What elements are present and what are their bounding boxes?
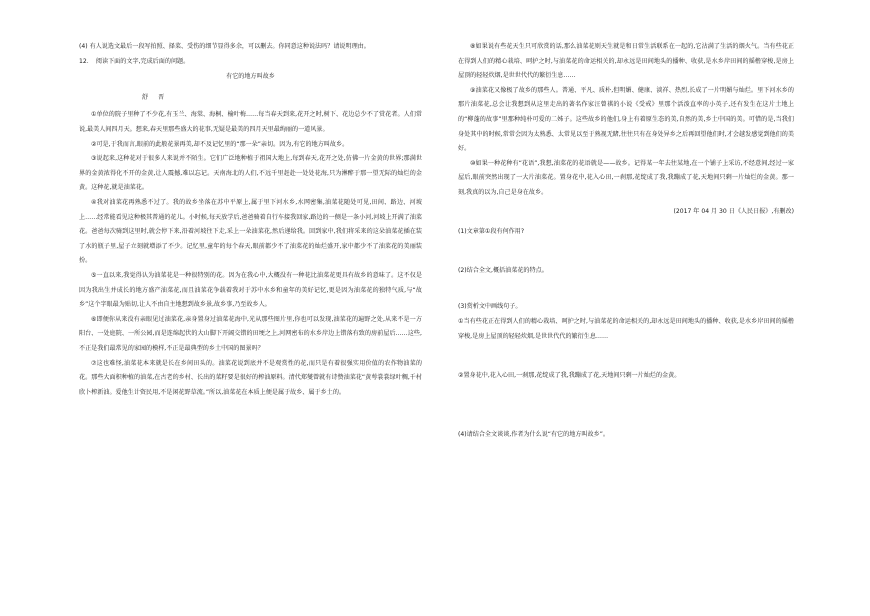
question-12-instruction: 12． 阅读下面的文字,完成后面的问题。 [79,57,190,65]
article-author: 舒 晋 [142,93,167,101]
paragraph-5: ⑤一直以来,我觉得认为油菜花是一种很特别的花。因为在我心中,大概没有一种花比油菜花更具有故乡的意味了。这不仅是因为我出生并成长的地方盛产油菜花,而且油菜花争载着我对于苏中水乡和童年的美好记忆,更是因为油菜花的独特气质,与“故乡”这个字眼最为贴切,让人不由自主地想到故乡景,故乡事,乃至故乡人。 [79,272,422,309]
sub-question-3: (3)赏析文中画线句子。 [458,303,522,311]
sub-question-4: (4)请结合全文谈谈,作者为什么说“有它的地方叫故乡”。 [458,430,609,438]
paragraph-4: ④我对油菜花再熟悉不过了。我的故乡坐落在苏中平原上,属于里下河水乡,水网密集,油菜花随处可见,田间、路边、河坡上……经常能看见这种极其普通的花儿。小时候,每天放学后,爸爸骑着自行车接我回家,路边的一侧是一条小河,河坡上开满了油菜花。爸爸每次骑到这里时,就会停下来,沿着河坡往下走,采上一朵油菜花,然后递给我。回到家中,我们将采来的这朵油菜花插在装了水的瓶子里,屋子立刻就增添了不少。记忆里,童年的每个春天,眼前都少不了油菜花的灿烂盛开,家中都少不了油菜花的美丽装扮。 [79,199,422,265]
left-column [79,40,422,400]
sub-question-3-sentence-2: ②置身花中,花入心田,一刹那,花绽成了我,我蹦成了花,天地间只剩一片灿烂的金黄。 [458,372,681,380]
paragraph-6: ⑥即便你从来没有亲眼见过油菜花,亲身置身过油菜花海中,光从那些图片里,你也可以发现,油菜花的遍野之处,从来不是一方阳台、一处庭院、一所公园,而是连绵起伏的大山脚下开阔交错的田埂之上,河网密布的水乡岸边上错落有致的房前屋后……这些,不正是我们最常见的家园的模样,不正是最典型的乡土中国的图景吗？ [79,315,422,352]
paragraph-2: ②可是,于我而言,眼前的此般花景再美,却不及记忆里的“那一朵”亲切。因为,有它的地方叫故乡。 [91,140,349,148]
article-title: 有它的地方叫故乡 [226,73,275,81]
answer-space-2 [458,278,794,300]
sub-question-2: (2)结合全文,概括油菜花的特点。 [458,266,548,274]
answer-space-3a [458,344,794,369]
sub-question-1: (1)文章第①段有何作用? [458,228,525,236]
right-column [458,40,794,442]
paragraph-1: ①单位的院子里种了不少花,有玉兰、海棠、海桐、榆叶梅……每当春天到来,花开之时,树下、花边总少不了赏花者。人们常说,最美人间四月天。想来,春天里那些盛大的花事,无疑是最美的四月天里最绚丽的一道风景。 [79,111,422,134]
previous-question-4: (4) 有人说选文最后一段写拍照、择菜、受伤的细节显得多余，可以删去。你同意这种说法吗？请说明理由。 [79,43,370,50]
answer-space-3b [458,384,794,428]
answer-space-1 [458,240,794,264]
paragraph-8: ⑧如果说有些花天生只可欣赏的话,那么油菜花则天生就是和日常生活联系在一起的,它沾满了生活的烟火气。当有些花正在得到人们的精心栽培、呵护之时,与油菜花的命运相关的,却永远是田间地头的播种、收获,是水乡岸田间的摇橹穿梭,是房上屋顶的轻轻炊烟,是世世代代的繁衍生息…… [458,43,794,80]
paragraph-3: ③说起来,这种花对于很多人来说并不陌生。它们广泛地种植于祖国大地上,每到春天,花开之处,仿佛一片金黄的世界;那满世界的金黄浓得化不开的金黄,让人震撼,难以忘记。天南海北的人们,不远千里赶赴一处处花海,只为淋醉于那一望无际的灿烂的金黄。这种花,就是油菜花。 [79,155,422,192]
article-source: (2017 年 04 月 30 日《人民日报》,有删改) [673,207,794,215]
paragraph-7: ⑦这也难怪,油菜花本来就是长在乡间田头的。油菜花说到底并不是观赏性的花,而只是有着很强实用价值的农作物油菜的花。那些大面积种植的油菜,在古老的乡村、长出的菜籽要是很好的榨油原料。清代郑燮曾就有诗赞油菜花“黄萼裳裳绿叶稠,千村欣卜榨新油。爱他生计资民用,不是闲花野草流。”所以,油菜花在本质上便是属于故乡、属于乡土的。 [79,359,422,396]
sub-question-3-sentence-1: ①当有些花正在得到人们的精心栽培、呵护之时,与油菜花的命运相关的,却永远是田间地头的播种、收获,是水乡岸田间的摇橹穿梭,是房上屋顶的轻轻炊烟,是世世代代的繁衍生息…… [458,318,794,340]
paragraph-9: ⑨油菜花又像极了故乡的那些人。普通、平凡、质朴,但明媚、健康、淡祥、热烈,长成了一片明媚与灿烂。里下河水乡的那片油菜花,总会让我想到从这里走出的著名作家汪曾祺的小说《受戒》里那个活泼直率的小英子,还有发生在这片土地上的“柳蓬的故事”里那种纯朴可爱的二姊子。这些故乡的他们,身上有着原生态的美,自然的美,乡土中国的美。可惜的是,当我们身处其中的时候,常常会因为太熟悉、太常见以至于熟视无睹,往往只有在身处异乡之后再回望他们时,才会越发感觉到他们的美好。 [458,86,794,153]
paragraph-10: ⑩如果一种花种有“花语”,我想,油菜花的花语就是——故乡。记得某一年去往某地,在一个铺子上采访,不经意间,经过一家屋后,眼前突然出现了一大片油菜花。置身花中,花入心田,一刹那,花绽成了我,我蹦成了花,天地间只剩一片灿烂的金黄。那一刻,我真的以为,自己是身在故乡。 [458,159,794,196]
